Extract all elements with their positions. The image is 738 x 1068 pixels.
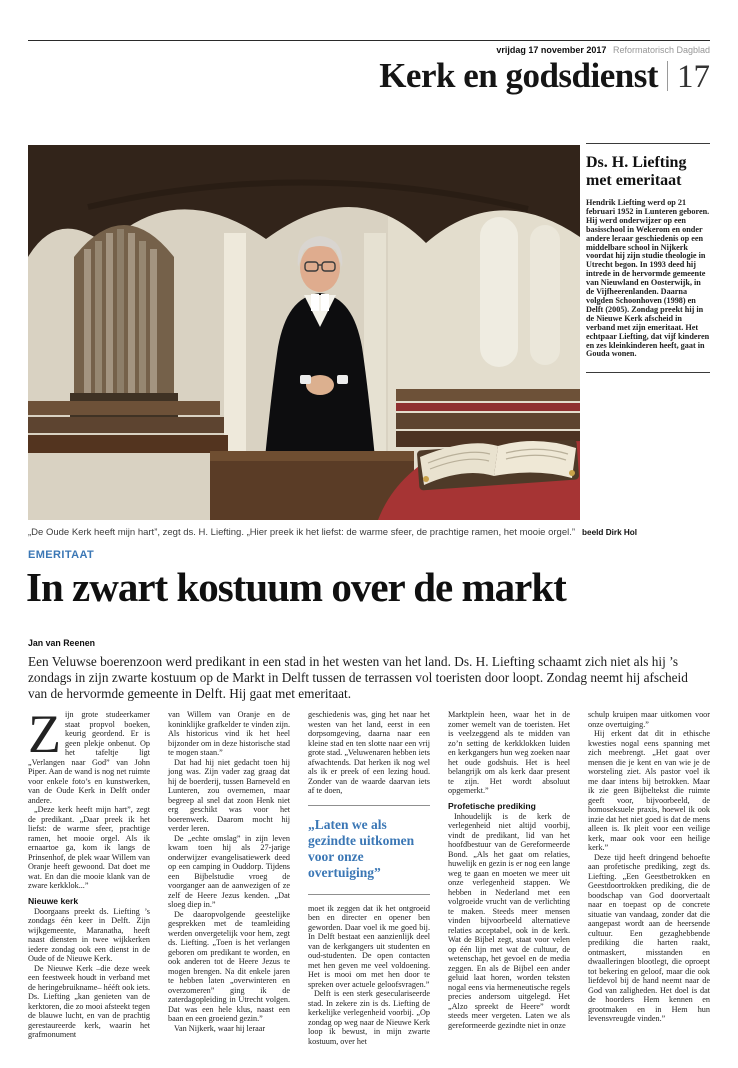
body-paragraph: moet ik zeggen dat ik het ontgroeid ben en directer en opener ben geworden. Daar voel ik me goed bij. In Delft bestaat een aanzienlijk deel van de kerkgangers uit studenten en oud-studenten. De open contacten met hen geven me veel voldoening. Het is mooi om met hen door te spreken over actuele geloofsvragen.”	[308, 903, 430, 989]
body-paragraph	[28, 710, 150, 805]
section-divider	[667, 61, 668, 91]
caption-text: „De Oude Kerk heeft mijn hart”, zegt ds. H. Liefting. „Hier preek ik het liefst: de warme sfeer, de prachtige ramen, het mooie orgel.”	[28, 527, 576, 538]
body-column-4	[448, 710, 570, 1064]
infobox-rule-top	[586, 143, 710, 144]
body-paragraph: Doorgaans preekt ds. Liefting ’s zondags één keer in Delft. Zijn wijkgemeente, Maranatha, heeft naast diensten in twee wijkkerken iedere zondag ook een dienst in de Oude of de Nieuwe Kerk.	[28, 906, 150, 963]
body-paragraph: van Willem van Oranje en de koninklijke grafkelder te vinden zijn. Als historicus vind ik het heel bijzonder om in deze historische stad te mogen staan.”	[168, 710, 290, 757]
body-paragraph: Deze tijd heeft dringend behoefte aan profetische prediking, zegt ds. Liefting. „Een Geestbetrokken en Geestdoortrokken prediking, die de boodschap van God doorvertaalt naar en toepast op de concrete situatie van vandaag, zonder dat die aangepast wordt aan de heersende cultuur. Een gezaghebbende prediking die harten raakt, ontmaskert, misstanden en dwaalleringen blootlegt, die oproept tot bekering en geloof, maar die ook liefdevol bij de hand neemt naar de God van zaligheden. Het doel is dat de hoorders Hem kennen en grootmaken en in Hem hun levensvreugde vinden.”	[588, 852, 710, 1023]
drop-cap: Z	[28, 710, 61, 764]
article-body	[28, 710, 710, 1064]
pull-quote-text: „Laten we als gezindte uitkomen voor onze overtuiging”	[308, 816, 415, 880]
date-text: vrijdag 17 november 2017	[496, 45, 607, 55]
subhead-nieuwe-kerk: Nieuwe kerk	[28, 895, 79, 906]
main-photo	[28, 145, 580, 520]
body-column-5	[588, 710, 710, 1064]
body-paragraph: Dat had hij niet gedacht toen hij jong was. Zijn vader zag graag dat hij de boerderij, tussen Barneveld en Lunteren, zou overnemen, maar begreep al snel dat zoon Henk niet erg geschikt was voor het boerenwerk. Daarom mocht hij verder leren.	[168, 757, 290, 833]
body-paragraph: schulp kruipen maar uitkomen voor onze overtuiging.”	[588, 710, 710, 729]
headline: In zwart kostuum over de markt	[26, 564, 566, 610]
body-paragraph: De daaropvolgende geestelijke gesprekken met de teamleiding werden onvergetelijk voor hem, zegt ds. Liefting. „Toen is het verlangen geboren om predikant te worden, en ook anderen tot de Heere Jezus te mogen brengen. Na dit enkele jaren te hebben laten „overwinteren en overzomeren” ging ik de zaterdagopleiding in Utrecht volgen. Dat was een hele klus, naast een baan en een groeiend gezin.”	[168, 909, 290, 1023]
body-paragraph: Hij erkent dat dit in ethische kwesties nogal eens spanning met zich meebrengt. „Het gaat over mensen die je kent en van wie je de worsteling ziet. Als pastor voel ik me daar intens bij betrokken. Maar ik zie geen Bijbeltekst die ruimte geeft voor, bijvoorbeeld, de homoseksuele praxis, hoewel ik ook inzie dat het niet goed is dat de mens alleen is. Ik pleit voor een veilige kerk, maar ook voor een heilige kerk.”	[588, 729, 710, 852]
subhead-profetische-prediking: Profetische prediking	[448, 800, 536, 811]
body-column-3	[308, 710, 430, 1064]
intro-paragraph: Een Veluwse boerenzoon werd predikant in een stad in het westen van het land. Ds. H. Liefting schaamt zich niet als hij ’s zondags in zijn zwarte kostuum op de Markt in Delft tussen de terrassen vol toeristen door loopt. Zondag neemt hij afscheid van de hervormde gemeente in Delft. Hij gaat met emeritaat.	[28, 654, 688, 701]
paragraph-text: ijn grote studeerkamer staat propvol boeken, keurig geordend. Er is geen plekje onbenut. Op het tafeltje ligt „Verlangen naar God” van John Piper. Aan de wand is nog net ruimte voor enkele foto’s en kunstwerken, van de Oude Kerk in Delft onder andere.	[28, 710, 150, 805]
body-paragraph: Marktplein heen, waar het in de zomer wemelt van de toeristen. Het is veelzeggend als te midden van zo’n setting de kerkklokken luiden en kerkgangers hun weg zoeken naar het oude godshuis. Het is heel belangrijk om als kerk daar present te zijn. Het wordt absoluut opgemerkt.”	[448, 710, 570, 795]
infobox-title: Ds. H. Liefting met emeritaat	[586, 154, 687, 189]
photo-credit: beeld Dirk Hol	[582, 528, 638, 537]
body-column-2	[168, 710, 290, 1064]
church-window	[480, 217, 518, 367]
header-rule	[28, 40, 710, 41]
body-paragraph: „Deze kerk heeft mijn hart”, zegt de predikant. „Daar preek ik het liefst: de warme sfeer, prachtige ramen, het mooie orgel. Als ik ernaartoe ga, kom ik langs de Prinsenhof, de plek waar Willem van Oranje heeft gewoond. Dat doet me wat. En dan die mooie klank van de zware kerkklok...”	[28, 805, 150, 890]
infobox-rule-bottom	[586, 372, 710, 373]
body-paragraph: geschiedenis was, ging het naar het westen van het land, eerst in een dorpsomgeving, daarna naar een kleine stad en ten slotte naar een vrij grote stad. „Veluwenaren hebben iets afwachtends. Dat herken ik nog wel als ik er preek of een lezing houd. Zonder van de waarde daarvan iets af te doen,	[308, 710, 430, 795]
photo-caption	[28, 527, 700, 538]
body-paragraph: Van Nijkerk, waar hij leraar	[174, 1023, 266, 1033]
infobox	[586, 143, 710, 373]
byline: Jan van Reenen	[28, 638, 95, 648]
infobox-body: Hendrik Liefting werd op 21 februari 1952 in Lunteren geboren. Hij werd onderwijzer op een basisschool in Wekerom en onder andere leraar geschiedenis op een middelbare school in Nijkerk voordat hij zijn studie theologie in Utrecht begon. In 1993 deed hij intrede in de hervormde gemeente van Nieuwland en Oosterwijk, in de Vijfheerenlanden. Daarna volgden Schoonhoven (1998) en Delft (2005). Zondag preekt hij in de Nieuwe Kerk afscheid in verband met zijn emeritaat. Het echtpaar Liefting, dat vijf kinderen en zes kleinkinderen heeft, gaat in Gouda wonen.	[586, 198, 710, 359]
date-line	[496, 45, 710, 55]
pipe-organ	[70, 225, 178, 417]
pull-quote	[308, 805, 430, 895]
body-paragraph: De Nieuwe Kerk –die deze week een feestweek houdt in verband met de heringebruikname– hééft ook iets. Ds. Liefting „kan genieten van de kerktoren, die zo mooi afsteekt tegen de blauwe lucht, en van de prachtig gerestaureerde kerk, waarin het grafmonument	[28, 963, 150, 1039]
kicker: EMERITAAT	[28, 549, 95, 561]
publication-name: Reformatorisch Dagblad	[612, 45, 710, 55]
body-paragraph: Inhoudelijk is de kerk de verlegenheid niet altijd voorbij, vindt de predikant, lid van het hoofdbestuur van de Gereformeerde Bond. „Als het gaat om relaties, huwelijk en gezin is er nog een lange weg te gaan en moeten we meer uit onze verlegenheid stappen. We hebben in Nederland met een volgroeide vrucht van de verlichting te maken. Steeds meer mensen vinden bijvoorbeeld alternatieve relaties acceptabel, ook in de kerk. Wat de Bijbel zegt, staat voor velen op één lijn met wat de cultuur, de wetenschap, het gevoel en de media zeggen. En als de Bijbel een ander geluid laat horen, worden teksten nogal eens via hermeneutische regels precies andersom uitgelegd. Het „Alzo spreekt de Heere” wordt steeds meer vergeten. Laten we als gereformeerde gezindte niet in onze	[448, 811, 570, 1030]
body-column-1	[28, 710, 150, 1064]
section-title: Kerk en godsdienst	[379, 56, 658, 95]
page-number: 17	[677, 59, 710, 95]
section-header	[379, 56, 710, 96]
body-paragraph: De „echte omslag” in zijn leven kwam toen hij als 27-jarige onderwijzer evangelisatiewerk deed op een camping in Ouddorp. Tijdens een Bijbelstudie vroeg de voorganger aan de aanwezigen of ze zelf de Heere Jezus kenden. „Dat sloeg diep in.”	[168, 833, 290, 909]
body-paragraph: Delft is een sterk geseculariseerde stad. In zekere zin is ds. Liefting de kerkelijke verlegenheid voorbij. „Op zondag op weg naar de Nieuwe Kerk loop ik bewust, in mijn zwarte kostuum, over het	[308, 989, 430, 1046]
